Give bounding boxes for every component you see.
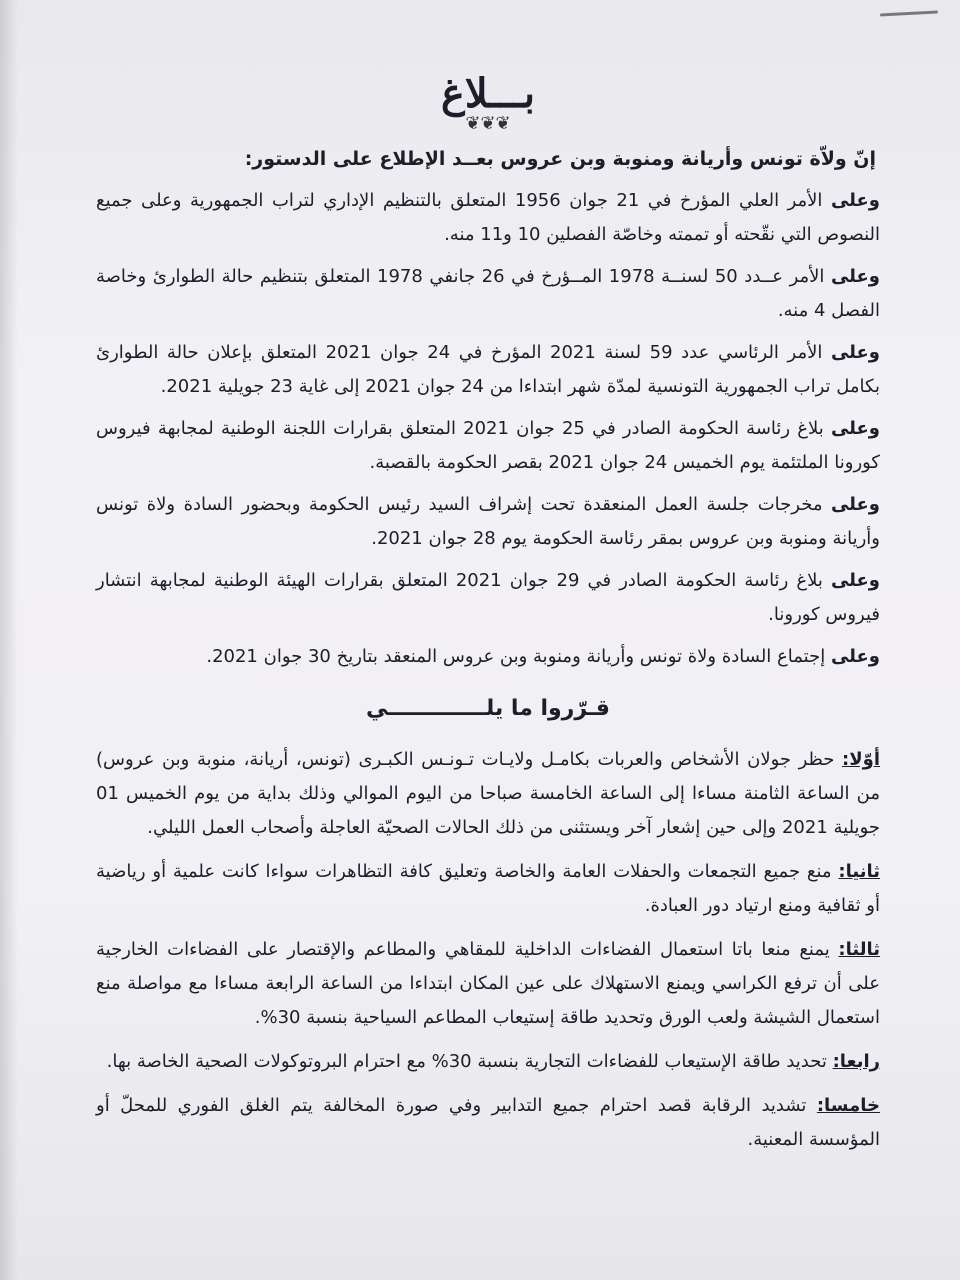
recital — [96, 412, 880, 480]
recital-lead: وعلى — [830, 646, 880, 667]
decision-item — [96, 743, 880, 845]
recital-text: الأمر العلي المؤرخ في 21 جوان 1956 المتعلق بالتنظيم الإداري لتراب الجمهورية وعلى جميع النصوص التي نقّحته أو تممته وخاصّة الفصلين 10 و11 منه. — [96, 190, 880, 245]
recitals-list — [96, 184, 880, 674]
recital-text: بلاغ رئاسة الحكومة الصادر في 29 جوان 2021 المتعلق بقرارات الهيئة الوطنية لمجابهة انتشار فيروس كورونا. — [96, 570, 880, 625]
recital-text: إجتماع السادة ولاة تونس وأريانة ومنوبة وبن عروس المنعقد بتاريخ 30 جوان 2021. — [206, 646, 831, 667]
recital-lead: وعلى — [830, 570, 880, 591]
decision-label: أوّلا: — [842, 749, 880, 770]
recital — [96, 336, 880, 404]
recital-lead: وعلى — [830, 266, 880, 287]
recital-text: مخرجات جلسة العمل المنعقدة تحت إشراف السيد رئيس الحكومة وبحضور السادة ولاة تونس وأريانة ومنوبة وبن عروس بمقر رئاسة الحكومة يوم 28 جوان 2021. — [96, 494, 880, 549]
decision-text: حظر جولان الأشخاص والعربات بكامـل ولايـات تـونـس الكبـرى (تونس، أريانة، منوبة وبن عروس) من الساعة الثامنة مساءا إلى الساعة الخامسة صباحا من اليوم الموالي وذلك بداية من يوم الخميس 01 جويلية 2021 وإلى حين إشعار آخر ويستثنى من ذلك الحالات الصحيّة العاجلة وأصحاب العمل الليلي. — [96, 749, 880, 838]
recital-text: الأمر الرئاسي عدد 59 لسنة 2021 المؤرخ في 24 جوان 2021 المتعلق بإعلان حالة الطوارئ بكامل تراب الجمهورية التونسية لمدّة شهر ابتداءا من 24 جوان 2021 إلى غاية 23 جويلية 2021. — [96, 342, 880, 397]
document-title: بـــلاغ — [440, 70, 536, 117]
recital-text: بلاغ رئاسة الحكومة الصادر في 25 جوان 2021 المتعلق بقرارات اللجنة الوطنية لمجابهة فيروس كورونا الملتئمة يوم الخميس 24 جوان 2021 بقصر الحكومة بالقصبة. — [96, 418, 880, 473]
decided-heading: قـرّروا ما يلـــــــــــــي — [366, 696, 610, 721]
recital-lead: وعلى — [830, 342, 880, 363]
recital — [96, 184, 880, 252]
recital-lead: وعلى — [830, 418, 880, 439]
decision-label: خامسا: — [816, 1095, 880, 1116]
title-ornament-icon: ❦❦❦ — [465, 113, 511, 134]
decision-text: منع جميع التجمعات والحفلات العامة والخاصة وتعليق كافة التظاهرات سواءا كانت علمية أو رياضية أو ثقافية ومنع ارتياد دور العبادة. — [96, 861, 880, 916]
recital — [96, 488, 880, 556]
decision-text: تحديد طاقة الإستيعاب للفضاءات التجارية بنسبة 30% مع احترام البروتوكولات الصحية الخاصة بها. — [106, 1051, 833, 1072]
recital-text: الأمر عــدد 50 لسنــة 1978 المــؤرخ في 26 جانفي 1978 المتعلق بتنظيم حالة الطوارئ وخاصة الفصل 4 منه. — [96, 266, 880, 321]
decision-item — [96, 933, 880, 1035]
decision-label: ثانيا: — [838, 861, 880, 882]
decision-label: ثالثا: — [838, 939, 880, 960]
decision-item — [96, 855, 880, 923]
decision-item — [96, 1089, 880, 1157]
decision-text: تشديد الرقابة قصد احترام جميع التدابير وفي صورة المخالفة يتم الغلق الفوري للمحلّ أو المؤسسة المعنية. — [96, 1095, 880, 1150]
recital — [96, 564, 880, 632]
intro-line: إنّ ولاّة تونس وأريانة ومنوبة وبن عروس بعــد الإطلاع على الدستور: — [244, 148, 876, 170]
recital-lead: وعلى — [830, 494, 880, 515]
document-body — [96, 70, 880, 1167]
recital — [96, 640, 880, 674]
decision-text: يمنع منعا باتا استعمال الفضاءات الداخلية للمقاهي والمطاعم والإقتصار على الفضاءات الخارجية على أن ترفع الكراسي ويمنع الاستهلاك على عين المكان ابتداءا من الساعة الرابعة مساءا مع مواصلة منع استعمال الشيشة ولعب الورق وتحديد طاقة إستيعاب المطاعم السياحية بنسبة 30%. — [96, 939, 880, 1028]
recital-lead: وعلى — [830, 190, 880, 211]
recital — [96, 260, 880, 328]
decisions-list — [96, 743, 880, 1157]
decision-item — [96, 1045, 880, 1079]
decision-label: رابعا: — [832, 1051, 880, 1072]
page-edge-shadow — [0, 0, 18, 1280]
pen-mark — [880, 10, 938, 16]
